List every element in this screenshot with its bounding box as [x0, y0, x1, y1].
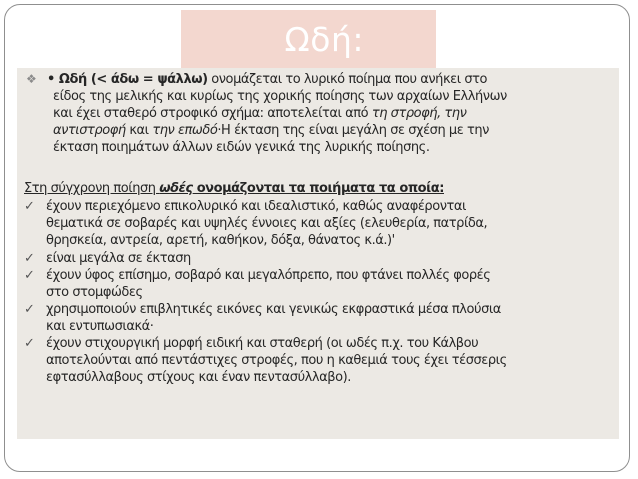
- slide-title: Ωδή:: [284, 20, 364, 59]
- checkmark-icon: ✓: [24, 268, 35, 283]
- checkmark-icon: ✓: [24, 302, 35, 317]
- lead-line-5: έκταση ποιημάτων άλλων ειδών γενικά της λυρικής ποίησης.: [53, 140, 430, 155]
- lead-term: • Ωδή (< άδω = ψάλλω): [47, 72, 208, 87]
- checkmark-icon: ✓: [24, 336, 35, 351]
- diamond-bullet-icon: ❖: [26, 72, 37, 86]
- list-item: ✓ έχουν στιχουργική μορφή ειδική και σταθερή (οι ωδές π.χ. του Κάλβου αποτελούνται από πεντάστιχες στροφές, που η καθεμιά τους έχει τέσσερις εφτασύλλαβους στίχους και έναν πεντασύλλαβο).: [24, 336, 507, 385]
- lead-paragraph: [24, 71, 507, 156]
- lead-line-2: είδος της μελικής και κυρίως της χορικής ποίησης των αρχαίων Ελλήνων: [53, 89, 507, 104]
- lead-line-3: και έχει σταθερό στροφικό σχήμα: αποτελείται από τη στροφή, την: [53, 106, 467, 121]
- list-item: ✓ είναι μεγάλα σε έκταση: [24, 251, 191, 266]
- checkmark-icon: ✓: [24, 251, 35, 266]
- intro-line: Στη σύγχρονη ποίηση ωδές ονομάζονται τα ποιήματα τα οποία:: [24, 181, 444, 196]
- lead-line-1: ονομάζεται το λυρικό ποίημα που ανήκει στο: [207, 72, 488, 87]
- checkmark-icon: ✓: [24, 199, 35, 214]
- list-item: ✓ έχουν ύφος επίσημο, σοβαρό και μεγαλόπρεπο, που φτάνει πολλές φορές στο στομφώδες: [24, 268, 491, 300]
- list-item: ✓ χρησιμοποιούν επιβλητικές εικόνες και γενικώς εκφραστικά μέσα πλούσια και εντυπωσιακά·: [24, 302, 501, 334]
- list-item: ✓ έχουν περιεχόμενο επικολυρικό και ιδεαλιστικό, καθώς αναφέρονται θεματικά σε σοβαρές και υψηλές έννοιες και αξίες (ελευθερία, πατρίδα, θρησκεία, αντρεία, αρετή, καθήκον, δόξα, θάνατος κ.ά.)': [24, 199, 488, 248]
- lead-line-4: αντιστροφή και την επωδό·Η έκταση της είναι μεγάλη σε σχέση με την: [53, 123, 489, 138]
